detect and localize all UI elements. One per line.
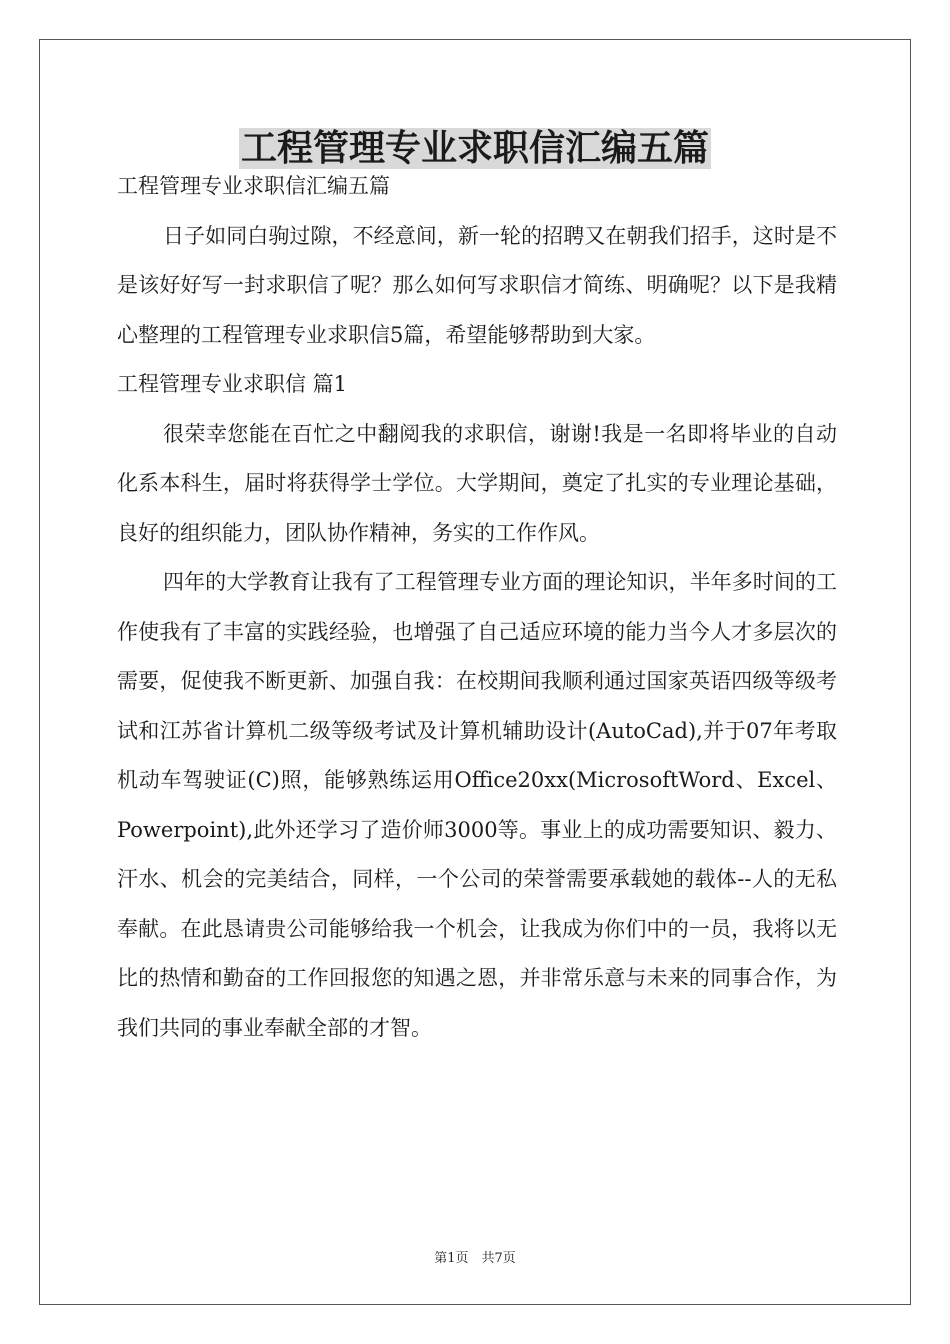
page-number: 第1页 共7页 <box>434 1251 516 1266</box>
section-heading: 工程管理专业求职信 篇1 <box>117 372 348 396</box>
body-paragraph: 很荣幸您能在百忙之中翻阅我的求职信，谢谢!我是一名即将毕业的自动化系本科生，届时将获得学士学位。大学期间，奠定了扎实的专业理论基础，良好的组织能力，团队协作精神，务实的工作作风。 <box>117 421 837 545</box>
intro-paragraph: 日子如同白驹过隙，不经意间，新一轮的招聘又在朝我们招手，这时是不是该好好写一封求职信了呢？那么如何写求职信才简练、明确呢？以下是我精心整理的工程管理专业求职信5篇，希望能够帮助到大家。 <box>117 223 837 347</box>
document-subtitle: 工程管理专业求职信汇编五篇 <box>117 174 390 198</box>
body-paragraph: 四年的大学教育让我有了工程管理专业方面的理论知识，半年多时间的工作使我有了丰富的实践经验，也增强了自己适应环境的能力当今人才多层次的需要，促使我不断更新、加强自我：在校期间我顺利通过国家英语四级等级考试和江苏省计算机二级等级考试及计算机辅助设计(AutoCad),并于07年考取机动车驾驶证(C)照，能够熟练运用Office20xx(MicrosoftWord、Excel、Powerpoint),此外还学习了造价师3000等。事业上的成功需要知识、毅力、汗水、机会的完美结合，同样，一个公司的荣誉需要承载她的载体--人的无私奉献。在此恳请贵公司能够给我一个机会，让我成为你们中的一员，我将以无比的热情和勤奋的工作回报您的知遇之恩，并非常乐意与未来的同事合作，为我们共同的事业奉献全部的才智。 <box>117 570 837 1040</box>
document-body <box>117 162 837 1053</box>
document-title-text: 工程管理专业求职信汇编五篇 <box>240 128 709 169</box>
